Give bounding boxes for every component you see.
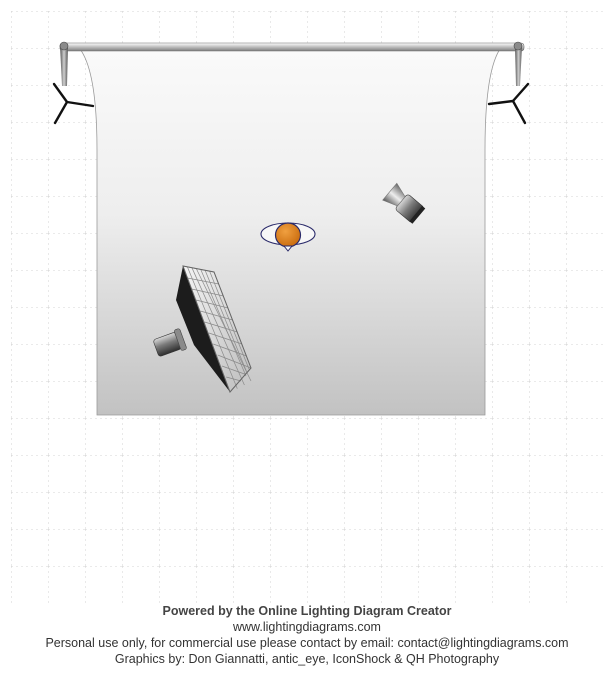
- subject-head: [276, 223, 301, 247]
- graphics-credit-text: Graphics by: Don Giannatti, antic_eye, IconShock & QH Photography: [114, 652, 500, 666]
- backdrop-crossbar: [60, 43, 524, 51]
- credits-footer: [0, 603, 614, 667]
- license-text: Personal use only, for commercial use please contact by email: contact@lightingdiagrams.com: [45, 636, 569, 650]
- powered-by-text: Powered by the Online Lighting Diagram Creator: [162, 604, 452, 618]
- website-link[interactable]: www.lightingdiagrams.com: [233, 620, 381, 634]
